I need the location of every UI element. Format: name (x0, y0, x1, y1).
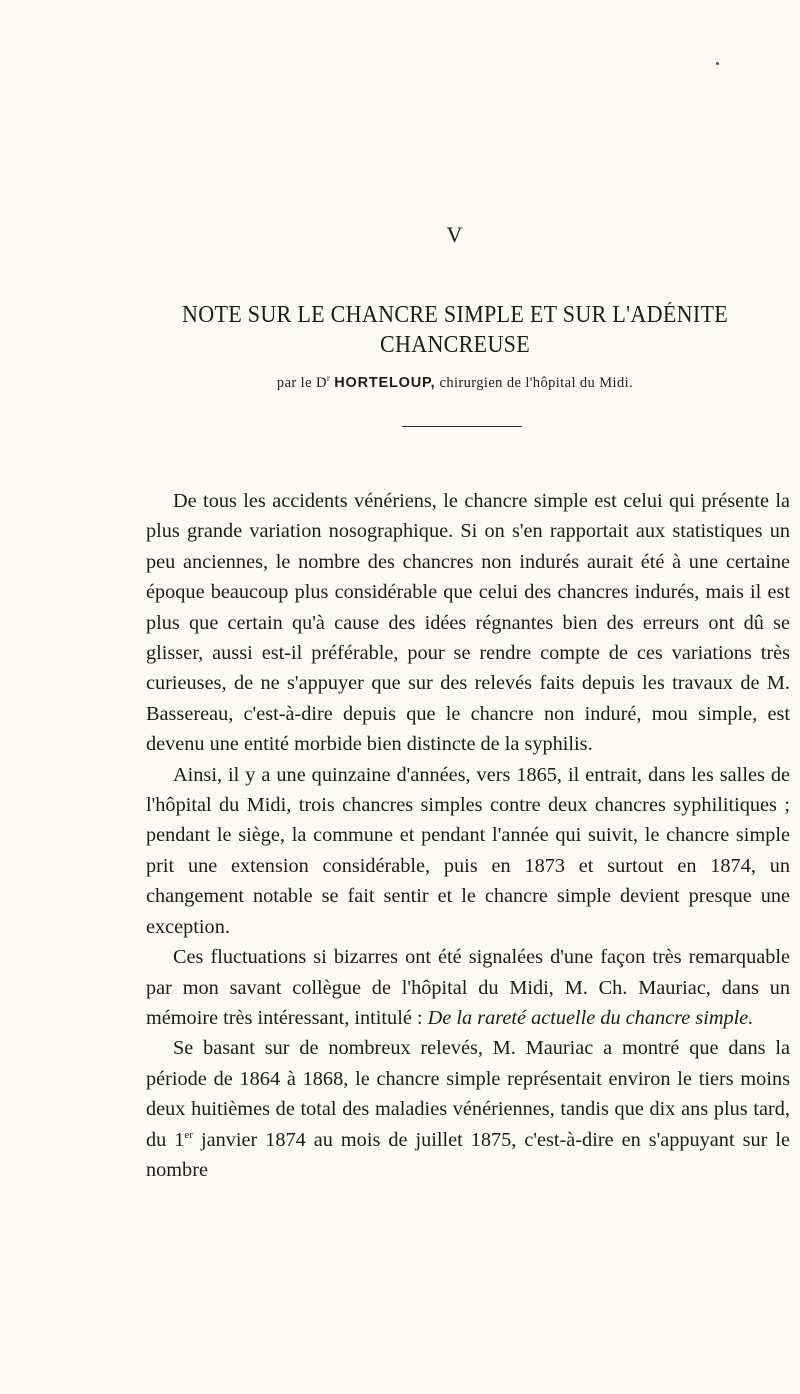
paragraph-3-text: Ces fluctuations si bizarres ont été signalées d'une façon très remarquable par mon savant collègue de l'hôpital du Midi, M. Ch. Mauriac, dans un mémoire très intéressant, intitulé : (146, 946, 790, 1029)
author-name: HORTELOUP, (334, 374, 436, 391)
byline-prefix: par le D (276, 374, 327, 391)
paragraph-1: De tous les accidents vénériens, le chancre simple est celui qui présente la plus grande variation nosographique. Si on s'en rapportait aux statistiques un peu anciennes, le nombre des chancres non indurés aurait été à une certaine époque beaucoup plus considérable que celui des chancres indurés, mais il est plus que certain qu'à cause des idées régnantes bien des erreurs ont dû se glisser, aussi est-il préférable, pour se rendre compte de ces variations très curieuses, de ne s'appuyer que sur des relevés faits depuis les travaux de M. Bassereau, c'est-à-dire depuis que le chancre non induré, mou simple, est devenu une entité morbide bien distincte de la syphilis. (146, 490, 790, 756)
byline-sup: r (326, 373, 331, 383)
paragraph-4-text-b: janvier 1874 au mois de juillet 1875, c'est-à-dire en s'appuyant sur le nombre (146, 1128, 790, 1181)
body-text (146, 486, 790, 1185)
paragraph-4-sup: er (184, 1128, 193, 1141)
separator-rule (402, 426, 522, 427)
byline (150, 373, 760, 392)
paragraph-3 (146, 942, 790, 1033)
paragraph-4-text-a: Se basant sur de nombreux relevés, M. Mauriac a montré que dans la période de 1864 à 1868, le chancre simple représentait environ le tiers moins deux huitièmes de total des maladies vénériennes, tandis que dix ans plus tard, du 1 (146, 1037, 790, 1151)
article-title: NOTE SUR LE CHANCRE SIMPLE ET SUR L'ADÉNITE CHANCREUSE (182, 302, 728, 358)
stray-mark (716, 62, 719, 65)
paragraph-4 (146, 1033, 790, 1185)
paragraph-2: Ainsi, il y a une quinzaine d'années, vers 1865, il entrait, dans les salles de l'hôpital du Midi, trois chancres simples contre deux chancres syphilitiques ; pendant le siège, la commune et pendant l'année qui suivit, le chancre simple prit une extension considérable, puis en 1873 et surtout en 1874, un changement notable se fait sentir et le chancre simple devient presque une exception. (146, 763, 790, 938)
section-number: V (446, 222, 464, 247)
byline-suffix: chirurgien de l'hôpital du Midi. (439, 374, 634, 391)
paragraph-3-italic-title: De la rareté actuelle du chancre simple. (427, 1006, 754, 1029)
